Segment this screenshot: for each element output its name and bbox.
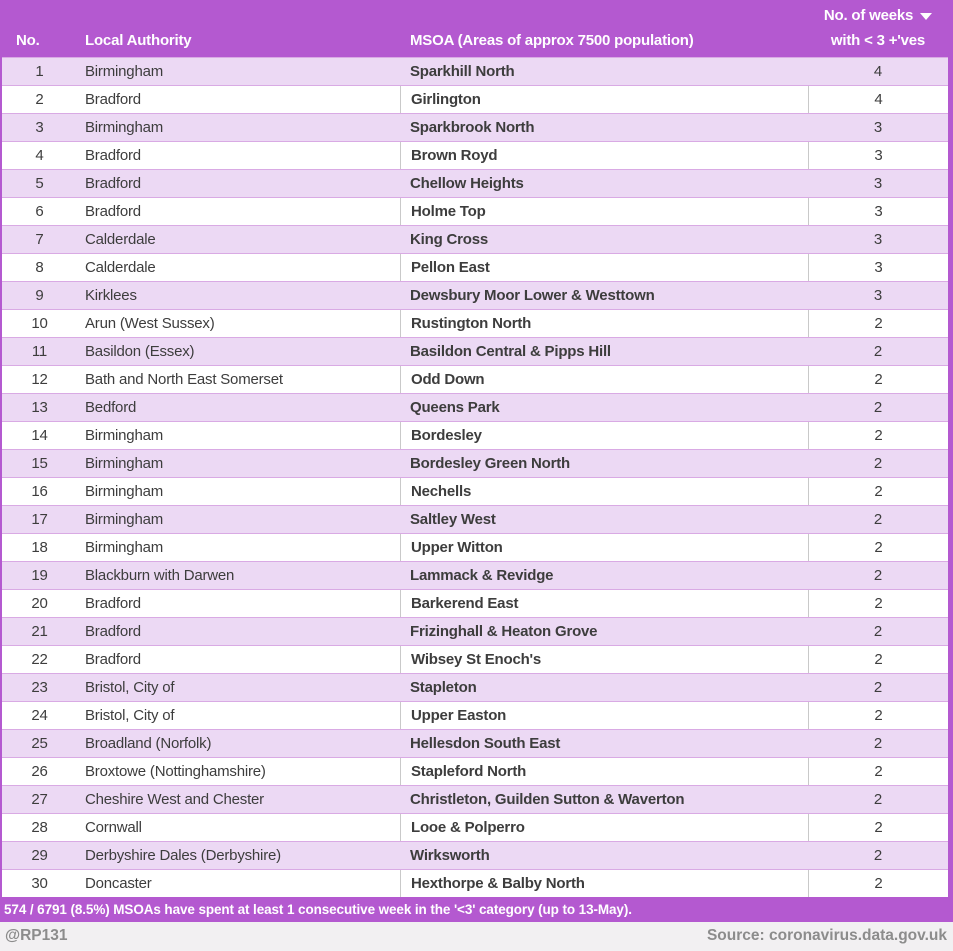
cell-msoa: Queens Park — [410, 399, 500, 416]
cell-msoa: Barkerend East — [400, 590, 808, 617]
table-row — [2, 561, 948, 589]
attribution-strip — [0, 922, 953, 951]
table-row — [2, 841, 948, 869]
cell-msoa: Stapleton — [410, 679, 477, 696]
cell-msoa: Holme Top — [400, 198, 808, 225]
cell-local-authority: Kirklees — [85, 287, 137, 304]
cell-weeks: 2 — [873, 343, 883, 360]
table-row — [2, 57, 948, 85]
row-number: 1 — [35, 63, 44, 80]
cell-weeks: 2 — [873, 847, 883, 864]
table-header-row — [0, 0, 953, 57]
cell-msoa: Christleton, Guilden Sutton & Waverton — [410, 791, 685, 808]
cell-msoa: Hellesdon South East — [410, 735, 561, 752]
cell-local-authority: Doncaster — [85, 875, 152, 892]
table-body — [0, 57, 953, 897]
row-number: 8 — [35, 259, 44, 276]
cell-local-authority: Calderdale — [85, 259, 156, 276]
cell-local-authority: Bradford — [85, 623, 141, 640]
cell-local-authority: Calderdale — [85, 231, 156, 248]
cell-local-authority: Derbyshire Dales (Derbyshire) — [85, 847, 281, 864]
row-number: 29 — [31, 847, 48, 864]
cell-weeks: 4 — [808, 86, 948, 113]
cell-weeks: 2 — [873, 567, 883, 584]
cell-local-authority: Birmingham — [85, 63, 164, 80]
cell-msoa: Odd Down — [400, 366, 808, 393]
header-weeks-label-line1: No. of weeks — [823, 7, 914, 24]
cell-msoa: Rustington North — [400, 310, 808, 337]
cell-msoa: Chellow Heights — [410, 175, 524, 192]
cell-weeks: 3 — [808, 254, 948, 281]
header-msoa — [400, 0, 808, 57]
cell-local-authority: Bradford — [85, 175, 141, 192]
row-number: 12 — [31, 371, 48, 388]
cell-msoa: Wibsey St Enoch's — [400, 646, 808, 673]
table-row — [2, 169, 948, 197]
row-number: 10 — [31, 315, 48, 332]
table-row — [2, 477, 948, 505]
row-number: 9 — [35, 287, 44, 304]
cell-weeks: 2 — [808, 534, 948, 561]
cell-msoa: Looe & Polperro — [400, 814, 808, 841]
cell-local-authority: Cheshire West and Chester — [85, 791, 264, 808]
cell-msoa: Dewsbury Moor Lower & Westtown — [410, 287, 655, 304]
row-number: 13 — [31, 399, 48, 416]
cell-local-authority: Bristol, City of — [85, 679, 175, 696]
table-row — [2, 645, 948, 673]
table-row — [2, 253, 948, 281]
cell-local-authority: Birmingham — [85, 483, 164, 500]
cell-weeks: 2 — [808, 366, 948, 393]
table-row — [2, 225, 948, 253]
cell-msoa: Pellon East — [400, 254, 808, 281]
cell-local-authority: Birmingham — [85, 427, 164, 444]
row-number: 4 — [35, 147, 44, 164]
cell-weeks: 2 — [808, 478, 948, 505]
cell-weeks: 3 — [808, 198, 948, 225]
cell-weeks: 2 — [808, 702, 948, 729]
cell-local-authority: Arun (West Sussex) — [85, 315, 215, 332]
table-row — [2, 281, 948, 309]
cell-weeks: 2 — [808, 422, 948, 449]
header-no-label: No. — [16, 32, 40, 49]
header-weeks[interactable] — [808, 0, 948, 57]
cell-local-authority: Bradford — [85, 91, 141, 108]
table-row — [2, 421, 948, 449]
table-row — [2, 393, 948, 421]
cell-local-authority: Cornwall — [85, 819, 142, 836]
row-number: 17 — [31, 511, 48, 528]
cell-weeks: 2 — [808, 646, 948, 673]
cell-local-authority: Bradford — [85, 203, 141, 220]
table-row — [2, 197, 948, 225]
cell-local-authority: Bristol, City of — [85, 707, 175, 724]
row-number: 26 — [31, 763, 48, 780]
cell-local-authority: Basildon (Essex) — [85, 343, 195, 360]
cell-local-authority: Bedford — [85, 399, 137, 416]
table-row — [2, 337, 948, 365]
cell-msoa: Sparkhill North — [410, 63, 515, 80]
header-no — [0, 0, 77, 57]
cell-msoa: Saltley West — [410, 511, 496, 528]
cell-msoa: King Cross — [410, 231, 489, 248]
table-row — [2, 869, 948, 897]
table-row — [2, 141, 948, 169]
cell-local-authority: Blackburn with Darwen — [85, 567, 235, 584]
cell-weeks: 3 — [808, 142, 948, 169]
cell-weeks: 2 — [873, 679, 883, 696]
row-number: 24 — [31, 707, 48, 724]
row-number: 16 — [31, 483, 48, 500]
table-row — [2, 673, 948, 701]
cell-weeks: 2 — [873, 791, 883, 808]
row-number: 14 — [31, 427, 48, 444]
cell-local-authority: Broxtowe (Nottinghamshire) — [85, 763, 266, 780]
header-local-authority-label: Local Authority — [85, 32, 192, 49]
cell-weeks: 2 — [808, 758, 948, 785]
row-number: 18 — [31, 539, 48, 556]
cell-weeks: 2 — [808, 310, 948, 337]
row-number: 11 — [31, 343, 48, 360]
row-number: 19 — [31, 567, 48, 584]
table-row — [2, 533, 948, 561]
cell-weeks: 2 — [873, 455, 883, 472]
row-number: 5 — [35, 175, 44, 192]
cell-msoa: Wirksworth — [410, 847, 490, 864]
cell-msoa: Upper Witton — [400, 534, 808, 561]
table-row — [2, 113, 948, 141]
summary-bar — [0, 897, 953, 922]
row-number: 30 — [31, 875, 48, 892]
row-number: 23 — [31, 679, 48, 696]
cell-weeks: 2 — [808, 870, 948, 897]
header-msoa-label: MSOA (Areas of approx 7500 population) — [410, 32, 694, 49]
cell-local-authority: Birmingham — [85, 455, 164, 472]
table-row — [2, 505, 948, 533]
cell-local-authority: Bradford — [85, 147, 141, 164]
row-number: 20 — [31, 595, 48, 612]
cell-weeks: 3 — [873, 175, 883, 192]
cell-msoa: Stapleford North — [400, 758, 808, 785]
table-row — [2, 785, 948, 813]
cell-local-authority: Broadland (Norfolk) — [85, 735, 212, 752]
table-row — [2, 589, 948, 617]
row-number: 15 — [31, 455, 48, 472]
cell-weeks: 2 — [808, 814, 948, 841]
filter-dropdown-icon[interactable] — [920, 13, 932, 20]
cell-weeks: 2 — [873, 399, 883, 416]
cell-weeks: 2 — [808, 590, 948, 617]
table-row — [2, 757, 948, 785]
header-weeks-label-line2: with < 3 +'ves — [830, 32, 926, 49]
cell-msoa: Hexthorpe & Balby North — [400, 870, 808, 897]
header-weeks-line1 — [824, 7, 932, 24]
table-row — [2, 617, 948, 645]
cell-weeks: 2 — [873, 511, 883, 528]
table-row — [2, 85, 948, 113]
cell-msoa: Nechells — [400, 478, 808, 505]
cell-weeks: 3 — [873, 231, 883, 248]
row-number: 25 — [31, 735, 48, 752]
table-row — [2, 309, 948, 337]
cell-msoa: Brown Royd — [400, 142, 808, 169]
cell-msoa: Lammack & Revidge — [410, 567, 554, 584]
table-row — [2, 701, 948, 729]
row-number: 3 — [35, 119, 44, 136]
row-number: 28 — [31, 819, 48, 836]
cell-weeks: 3 — [873, 119, 883, 136]
cell-local-authority: Birmingham — [85, 511, 164, 528]
cell-msoa: Basildon Central & Pipps Hill — [410, 343, 611, 360]
table-row — [2, 365, 948, 393]
table-row — [2, 813, 948, 841]
cell-msoa: Bordesley Green North — [410, 455, 571, 472]
cell-weeks: 4 — [873, 63, 883, 80]
cell-msoa: Girlington — [400, 86, 808, 113]
data-source: Source: coronavirus.data.gov.uk — [706, 926, 947, 944]
row-number: 7 — [35, 231, 44, 248]
row-number: 6 — [35, 203, 44, 220]
row-number: 22 — [31, 651, 48, 668]
cell-local-authority: Birmingham — [85, 119, 164, 136]
cell-msoa: Frizinghall & Heaton Grove — [410, 623, 598, 640]
cell-weeks: 2 — [873, 735, 883, 752]
row-number: 2 — [35, 91, 44, 108]
author-handle: @RP131 — [5, 926, 68, 944]
cell-local-authority: Bradford — [85, 595, 141, 612]
cell-local-authority: Birmingham — [85, 539, 164, 556]
cell-msoa: Upper Easton — [400, 702, 808, 729]
header-local-authority — [77, 0, 400, 57]
table-row — [2, 729, 948, 757]
cell-msoa: Bordesley — [400, 422, 808, 449]
cell-local-authority: Bath and North East Somerset — [85, 371, 283, 388]
table-row — [2, 449, 948, 477]
summary-text: 574 / 6791 (8.5%) MSOAs have spent at least 1 consecutive week in the '<3' category (up to 13-May). — [4, 902, 632, 917]
row-number: 27 — [31, 791, 48, 808]
cell-local-authority: Bradford — [85, 651, 141, 668]
cell-weeks: 3 — [873, 287, 883, 304]
cell-weeks: 2 — [873, 623, 883, 640]
row-number: 21 — [31, 623, 48, 640]
cell-msoa: Sparkbrook North — [410, 119, 535, 136]
